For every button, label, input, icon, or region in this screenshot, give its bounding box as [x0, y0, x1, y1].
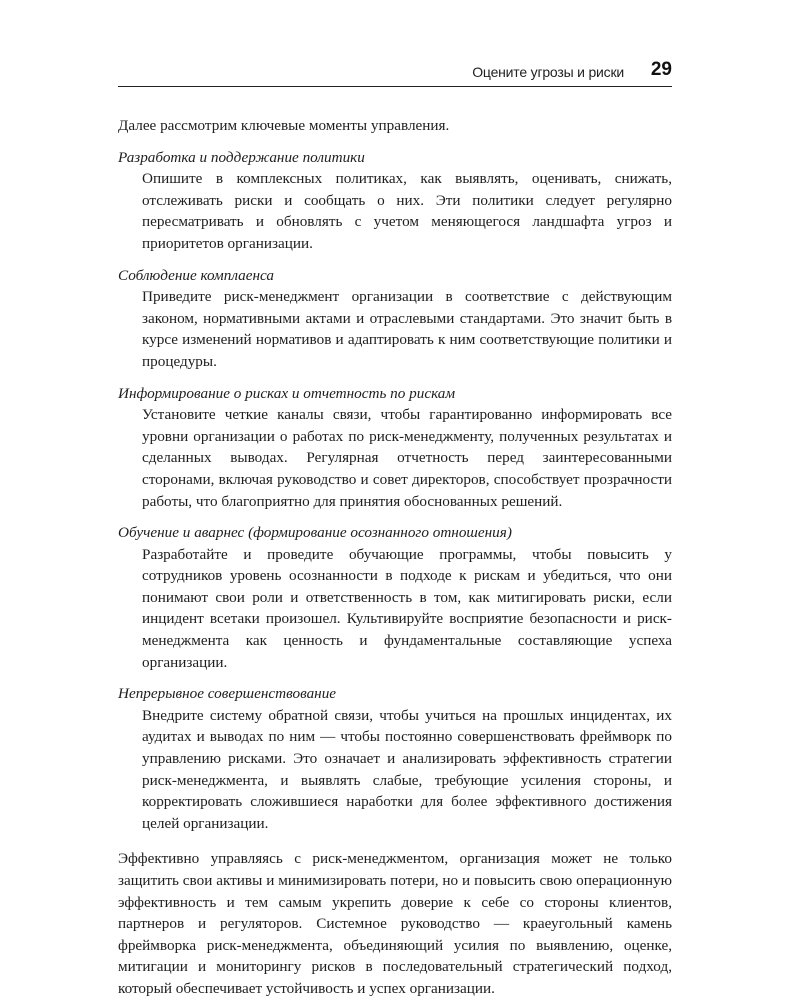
- conclusion-paragraph: Эффективно управляясь с риск-менеджментом, организация может не только защитить свои активы и минимизировать потери, но и повысить свою операционную эффективность и тем самым укрепить доверие к себе со стороны клиентов, партнеров и регуляторов. Системное руководство — краеугольный камень фреймворка риск-менеджмента, объединяющий усилия по выявлению, оценке, митигации и мониторингу рисков в последовательный стратегический подход, который обеспечивает устойчивость и успех организации.: [118, 850, 672, 997]
- list-item-improvement: [118, 683, 672, 834]
- item-title: Обучение и аварнес (формирование осознанного отношения): [118, 524, 512, 542]
- item-body: Приведите риск-менеджмент организации в соответствие с действующим законом, нормативными актами и отраслевыми стандартами. Это значит быть в курсе изменений нормативов и адаптировать к ним соответствующие политики и процедуры.: [142, 288, 672, 370]
- running-title: Оцените угрозы и риски: [472, 64, 624, 80]
- page-body: [118, 115, 672, 1000]
- list-item-compliance: [118, 265, 672, 373]
- list-item-policy: [118, 147, 672, 255]
- item-body: Внедрите систему обратной связи, чтобы учиться на прошлых инцидентах, их аудитах и выводах по ним — чтобы постоянно совершенствовать фреймворк по управлению рисками. Это означает и анализировать эффективность стратегии риск-менеджмента, и выявлять слабые, требующие усиления стороны, и корректировать сложившиеся наработки для более эффективного достижения целей организации.: [142, 706, 672, 832]
- item-title: Непрерывное совершенствование: [118, 685, 337, 703]
- item-body: Опишите в комплексных политиках, как выявлять, оценивать, снижать, отслеживать риски и сообщать о них. Эти политики следует регулярно пересматривать и обновлять с учетом меняющегося ландшафта угроз и приоритетов организации.: [142, 170, 672, 252]
- item-title: Информирование о рисках и отчетность по рискам: [118, 384, 456, 402]
- page-number: 29: [650, 59, 672, 80]
- item-title: Соблюдение комплаенса: [118, 266, 274, 284]
- list-item-training: [118, 522, 672, 673]
- item-title: Разработка и поддержание политики: [118, 148, 365, 166]
- item-body: Установите четкие каналы связи, чтобы гарантированно информировать все уровни организации о работах по риск-менеджменту, полученных результатах и сделанных выводах. Регулярная отчетность перед заинтересованными сторонами, включая руководство и совет директоров, способствует прозрачности работы, что благоприятно для принятия обоснованных решений.: [142, 406, 672, 510]
- item-body: Разработайте и проведите обучающие программы, чтобы повысить у сотрудников уровень осознанности в подходе к рискам и убедиться, что они понимают свои роли и ответственность в том, как митигировать риски, если инцидент всетаки произошел. Культивируйте восприятие безопасности и риск-менеджмента как ценность и фундаментальные составляющие успеха организации.: [142, 545, 672, 671]
- running-header: [118, 58, 672, 87]
- list-item-reporting: [118, 383, 672, 513]
- intro-paragraph: Далее рассмотрим ключевые моменты управления.: [118, 117, 450, 134]
